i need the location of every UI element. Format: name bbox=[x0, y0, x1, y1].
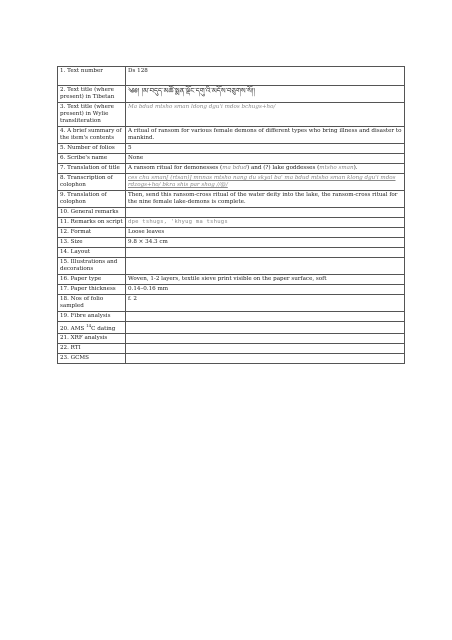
row-label: 12. Format bbox=[58, 227, 126, 237]
label-text: C dating bbox=[91, 325, 116, 332]
table-row bbox=[58, 247, 405, 257]
title-translation-text: A ransom ritual for demonesses ( bbox=[128, 164, 223, 171]
table-row bbox=[58, 173, 405, 190]
title-translation-text: ) and (?) lake goddesses ( bbox=[246, 164, 320, 171]
tibetan-title: ༄༅། །མ་བདུད་མཚོ་སྨན་ལྡོང་དགུ་འི་མདོས་བཅུགས་སོ།། bbox=[126, 86, 405, 103]
table-row bbox=[58, 126, 405, 143]
row-label: 15. Illustrations and decorations bbox=[58, 257, 126, 274]
row-label: 18. Nos of folio sampled bbox=[58, 294, 126, 311]
term-ma-bdud: ma bdud bbox=[222, 164, 247, 171]
table-row bbox=[58, 294, 405, 311]
table-row bbox=[58, 321, 405, 334]
row-label: 6. Scribe's name bbox=[58, 153, 126, 163]
table-row bbox=[58, 257, 405, 274]
colophon-transcription: ces chu sman[ (rtsan)] mnnas mtsho nang du skyal ba' ma bdud mtsho sman klong dgu'i mdos rdzogs+ho/ bkra shis par shog //@/ bbox=[126, 173, 405, 190]
table-row bbox=[58, 284, 405, 294]
row-label: 2. Text title (where present) in Tibetan bbox=[58, 86, 126, 103]
row-label: 8. Transcription of colophon bbox=[58, 173, 126, 190]
wylie-title: Ma bdud mtsho sman ldong dgu'i mdos bchugs+ho/ bbox=[126, 102, 405, 126]
row-label: 19. Fibre analysis bbox=[58, 311, 126, 321]
row-label: 23. GCMS bbox=[58, 354, 126, 364]
row-label: 9. Translation of colophon bbox=[58, 190, 126, 207]
row-value: Loose leaves bbox=[126, 227, 405, 237]
table-row bbox=[58, 153, 405, 163]
row-label: 17. Paper thickness bbox=[58, 284, 126, 294]
table-row bbox=[58, 344, 405, 354]
table-row bbox=[58, 227, 405, 237]
table-row bbox=[58, 237, 405, 247]
row-label: 14. Layout bbox=[58, 247, 126, 257]
row-label: 1. Text number bbox=[58, 67, 126, 86]
table-row bbox=[58, 86, 405, 103]
table-row bbox=[58, 217, 405, 227]
row-value bbox=[126, 344, 405, 354]
table-row bbox=[58, 190, 405, 207]
row-value bbox=[126, 257, 405, 274]
table-row bbox=[58, 334, 405, 344]
row-label: 4. A brief summary of the item's contents bbox=[58, 126, 126, 143]
row-value bbox=[126, 163, 405, 173]
row-label: 13. Size bbox=[58, 237, 126, 247]
row-value: None bbox=[126, 153, 405, 163]
row-label: 16. Paper type bbox=[58, 274, 126, 284]
catalog-table bbox=[57, 66, 405, 364]
table-row bbox=[58, 354, 405, 364]
title-translation-text: ). bbox=[353, 164, 358, 171]
row-value bbox=[126, 207, 405, 217]
table-row bbox=[58, 207, 405, 217]
row-value bbox=[126, 247, 405, 257]
table-row bbox=[58, 143, 405, 153]
label-text: 20. AMS bbox=[60, 325, 87, 332]
row-label: 22. RTI bbox=[58, 344, 126, 354]
table-row bbox=[58, 274, 405, 284]
table-row bbox=[58, 67, 405, 86]
row-value: 9.8 × 34.3 cm bbox=[126, 237, 405, 247]
row-value: 5 bbox=[126, 143, 405, 153]
row-label: 7. Translation of title bbox=[58, 163, 126, 173]
row-value bbox=[126, 354, 405, 364]
row-value: Woven, 1-2 layers, textile sieve print visible on the paper surface, soft bbox=[126, 274, 405, 284]
row-label: 3. Text title (where present) in Wylie transliteration bbox=[58, 102, 126, 126]
script-remarks: dpe tshugs, 'khyug ma tshugs bbox=[126, 217, 405, 227]
term-mtsho-sman: mtsho sman bbox=[319, 164, 354, 171]
table-row bbox=[58, 311, 405, 321]
row-label: 10. General remarks bbox=[58, 207, 126, 217]
row-label: 5. Number of folios bbox=[58, 143, 126, 153]
row-value: Ds 128 bbox=[126, 67, 405, 86]
table-row bbox=[58, 163, 405, 173]
row-value: A ritual of ransom for various female demons of different types who bring illness and disaster to mankind. bbox=[126, 126, 405, 143]
table-row bbox=[58, 102, 405, 126]
row-value: f. 2 bbox=[126, 294, 405, 311]
row-value: 0.14–0.16 mm bbox=[126, 284, 405, 294]
row-value bbox=[126, 334, 405, 344]
row-value bbox=[126, 311, 405, 321]
row-value: Then, send this ransom-cross ritual of the water deity into the lake, the ransom-cross ritual for the nine female lake-demons is complete. bbox=[126, 190, 405, 207]
row-label: 21. XRF analysis bbox=[58, 334, 126, 344]
row-label bbox=[58, 321, 126, 334]
label-superscript: 14 bbox=[86, 322, 92, 328]
row-value bbox=[126, 321, 405, 334]
row-label: 11. Remarks on script bbox=[58, 217, 126, 227]
